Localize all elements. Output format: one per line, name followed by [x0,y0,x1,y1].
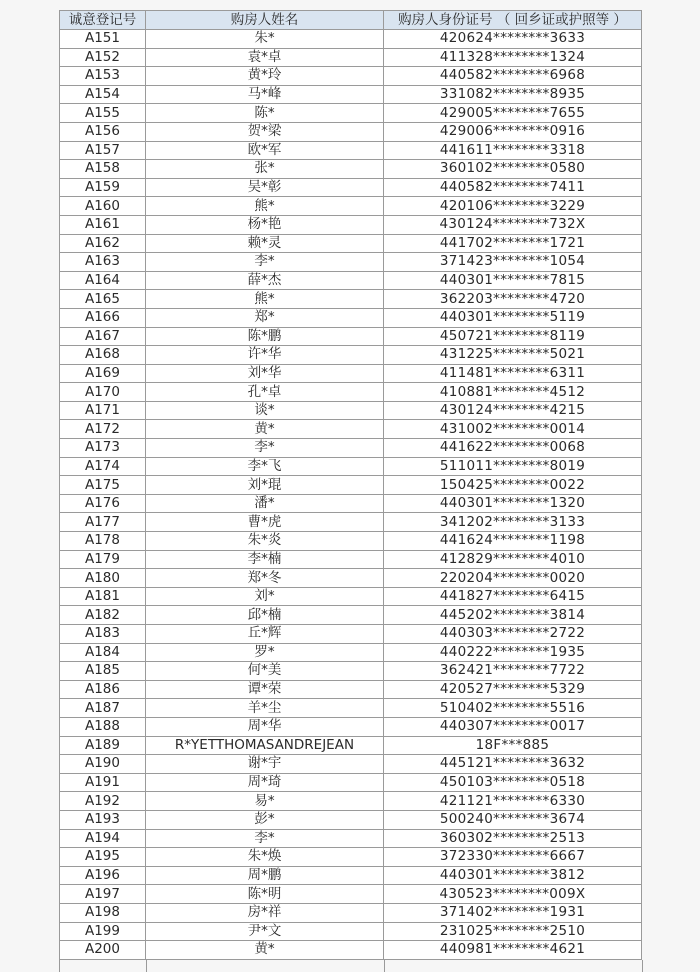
registration-number-cell: A184 [60,643,146,662]
registration-number-cell: A157 [60,141,146,160]
registration-number-cell: A185 [60,662,146,681]
buyer-id-cell: 420106********3229 [384,197,642,216]
registration-number-cell: A159 [60,178,146,197]
table-row [60,439,642,458]
buyer-name-cell: 彭* [146,810,384,829]
buyer-id-cell: 450103********0518 [384,773,642,792]
buyer-id-cell: 430124********732X [384,215,642,234]
registration-number-cell: A181 [60,587,146,606]
buyer-id-cell: 440301********3812 [384,866,642,885]
table-row [60,717,642,736]
buyer-name-cell: 刘* [146,587,384,606]
registration-number-cell: A177 [60,513,146,532]
buyer-id-cell: 445202********3814 [384,606,642,625]
buyer-name-cell: 陈*明 [146,885,384,904]
table-row [60,104,642,123]
buyer-id-cell: 360302********2513 [384,829,642,848]
registration-number-cell: A168 [60,346,146,365]
header-registration-number: 诚意登记号 [60,11,146,30]
registration-number-cell: A179 [60,550,146,569]
table-row [60,903,642,922]
buyer-name-cell: 羊*尘 [146,699,384,718]
buyer-id-cell: 411481********6311 [384,364,642,383]
registration-table [59,10,642,960]
buyer-id-cell: 441622********0068 [384,439,642,458]
table-row [60,346,642,365]
registration-number-cell: A167 [60,327,146,346]
table-row [60,643,642,662]
buyer-name-cell: 黄* [146,420,384,439]
table-row [60,829,642,848]
buyer-id-cell: 511011********8019 [384,457,642,476]
registration-number-cell: A151 [60,30,146,49]
table-row [60,699,642,718]
buyer-name-cell: 周*琦 [146,773,384,792]
registration-number-cell: A170 [60,383,146,402]
buyer-id-cell: 440222********1935 [384,643,642,662]
table-row [60,401,642,420]
buyer-id-cell: 220204********0020 [384,569,642,588]
table-row [60,810,642,829]
buyer-name-cell: 陈* [146,104,384,123]
buyer-name-cell: 谭*荣 [146,680,384,699]
buyer-name-cell: 刘*琨 [146,476,384,495]
table-row [60,420,642,439]
column-divider [384,960,385,972]
table-row [60,922,642,941]
table-continuation [59,960,643,972]
buyer-id-cell: 440307********0017 [384,717,642,736]
registration-number-cell: A173 [60,439,146,458]
registration-number-cell: A192 [60,792,146,811]
buyer-name-cell: 李*楠 [146,550,384,569]
table-row [60,327,642,346]
registration-number-cell: A174 [60,457,146,476]
buyer-id-cell: 362203********4720 [384,290,642,309]
table-row [60,122,642,141]
buyer-name-cell: 丘*辉 [146,625,384,644]
table-row [60,290,642,309]
buyer-id-cell: 440582********6968 [384,67,642,86]
registration-number-cell: A196 [60,866,146,885]
table-row [60,271,642,290]
table-row [60,625,642,644]
registration-number-cell: A178 [60,532,146,551]
registration-number-cell: A160 [60,197,146,216]
buyer-name-cell: 薛*杰 [146,271,384,290]
buyer-name-cell: 何*美 [146,662,384,681]
registration-number-cell: A161 [60,215,146,234]
buyer-id-cell: 440981********4621 [384,941,642,960]
buyer-name-cell: 李* [146,829,384,848]
table-body [60,30,642,960]
buyer-name-cell: 罗* [146,643,384,662]
registration-number-cell: A180 [60,569,146,588]
table-row [60,569,642,588]
registration-number-cell: A152 [60,48,146,67]
buyer-name-cell: 郑*冬 [146,569,384,588]
buyer-name-cell: 朱*炎 [146,532,384,551]
registration-number-cell: A189 [60,736,146,755]
buyer-id-cell: 420624********3633 [384,30,642,49]
buyer-id-cell: 420527********5329 [384,680,642,699]
registration-number-cell: A162 [60,234,146,253]
buyer-name-cell: R*YETTHOMASANDREJEAN [146,736,384,755]
buyer-name-cell: 熊* [146,197,384,216]
registration-number-cell: A187 [60,699,146,718]
buyer-id-cell: 18F***885 [384,736,642,755]
buyer-id-cell: 430124********4215 [384,401,642,420]
table-row [60,215,642,234]
buyer-name-cell: 刘*华 [146,364,384,383]
buyer-name-cell: 贺*梁 [146,122,384,141]
table-row [60,587,642,606]
registration-number-cell: A154 [60,85,146,104]
registration-number-cell: A175 [60,476,146,495]
buyer-id-cell: 441827********6415 [384,587,642,606]
table-row [60,476,642,495]
table-row [60,48,642,67]
table-row [60,30,642,49]
table-row [60,885,642,904]
table-row [60,141,642,160]
buyer-name-cell: 谈* [146,401,384,420]
buyer-name-cell: 易* [146,792,384,811]
table-row [60,606,642,625]
table-row [60,178,642,197]
registration-number-cell: A165 [60,290,146,309]
registration-number-cell: A186 [60,680,146,699]
buyer-name-cell: 马*峰 [146,85,384,104]
buyer-id-cell: 371423********1054 [384,253,642,272]
table-row [60,532,642,551]
header-buyer-name: 购房人姓名 [146,11,384,30]
table-row [60,364,642,383]
buyer-id-cell: 421121********6330 [384,792,642,811]
buyer-name-cell: 袁*卓 [146,48,384,67]
buyer-id-cell: 360102********0580 [384,160,642,179]
table-row [60,160,642,179]
registration-number-cell: A163 [60,253,146,272]
registration-number-cell: A190 [60,755,146,774]
table-row [60,67,642,86]
buyer-name-cell: 潘* [146,494,384,513]
buyer-name-cell: 欧*军 [146,141,384,160]
buyer-name-cell: 李*飞 [146,457,384,476]
buyer-name-cell: 赖*灵 [146,234,384,253]
registration-number-cell: A199 [60,922,146,941]
buyer-name-cell: 黄* [146,941,384,960]
buyer-name-cell: 黄*玲 [146,67,384,86]
table-row [60,736,642,755]
buyer-id-cell: 411328********1324 [384,48,642,67]
table-row [60,457,642,476]
buyer-name-cell: 曹*虎 [146,513,384,532]
registration-number-cell: A164 [60,271,146,290]
buyer-name-cell: 邱*楠 [146,606,384,625]
table-row [60,308,642,327]
buyer-id-cell: 441611********3318 [384,141,642,160]
registration-number-cell: A155 [60,104,146,123]
table-row [60,197,642,216]
registration-number-cell: A153 [60,67,146,86]
buyer-name-cell: 李* [146,439,384,458]
table-row [60,848,642,867]
buyer-name-cell: 谢*宇 [146,755,384,774]
registration-number-cell: A171 [60,401,146,420]
header-buyer-id-number: 购房人身份证号 （ 回乡证或护照等 ） [384,11,642,30]
buyer-id-cell: 445121********3632 [384,755,642,774]
buyer-id-cell: 341202********3133 [384,513,642,532]
registration-number-cell: A169 [60,364,146,383]
registration-number-cell: A198 [60,903,146,922]
registration-number-cell: A176 [60,494,146,513]
table-row [60,383,642,402]
registration-number-cell: A200 [60,941,146,960]
table-row [60,773,642,792]
buyer-name-cell: 房*祥 [146,903,384,922]
buyer-id-cell: 440301********1320 [384,494,642,513]
buyer-name-cell: 孔*卓 [146,383,384,402]
table-row [60,234,642,253]
buyer-name-cell: 郑* [146,308,384,327]
buyer-id-cell: 231025********2510 [384,922,642,941]
registration-number-cell: A172 [60,420,146,439]
buyer-id-cell: 372330********6667 [384,848,642,867]
buyer-name-cell: 熊* [146,290,384,309]
registration-number-cell: A182 [60,606,146,625]
registration-number-cell: A191 [60,773,146,792]
buyer-name-cell: 周*华 [146,717,384,736]
buyer-name-cell: 张* [146,160,384,179]
buyer-id-cell: 441702********1721 [384,234,642,253]
table-row [60,494,642,513]
buyer-id-cell: 429005********7655 [384,104,642,123]
buyer-id-cell: 440301********7815 [384,271,642,290]
buyer-id-cell: 150425********0022 [384,476,642,495]
buyer-name-cell: 吴*彰 [146,178,384,197]
table-header-row [60,11,642,30]
registration-number-cell: A195 [60,848,146,867]
buyer-id-cell: 410881********4512 [384,383,642,402]
table-row [60,253,642,272]
table-row [60,513,642,532]
buyer-id-cell: 441624********1198 [384,532,642,551]
buyer-id-cell: 510402********5516 [384,699,642,718]
registration-number-cell: A158 [60,160,146,179]
buyer-name-cell: 杨*艳 [146,215,384,234]
table-row [60,866,642,885]
buyer-id-cell: 431002********0014 [384,420,642,439]
table-row [60,792,642,811]
buyer-name-cell: 朱*焕 [146,848,384,867]
buyer-id-cell: 362421********7722 [384,662,642,681]
table-row [60,662,642,681]
buyer-id-cell: 440301********5119 [384,308,642,327]
registration-number-cell: A194 [60,829,146,848]
table-row [60,85,642,104]
registration-number-cell: A197 [60,885,146,904]
buyer-name-cell: 陈*鹏 [146,327,384,346]
buyer-name-cell: 朱* [146,30,384,49]
buyer-id-cell: 331082********8935 [384,85,642,104]
registration-number-cell: A166 [60,308,146,327]
table-row [60,941,642,960]
buyer-id-cell: 371402********1931 [384,903,642,922]
buyer-id-cell: 412829********4010 [384,550,642,569]
table-row [60,755,642,774]
buyer-id-cell: 431225********5021 [384,346,642,365]
buyer-name-cell: 李* [146,253,384,272]
buyer-id-cell: 500240********3674 [384,810,642,829]
buyer-name-cell: 尹*文 [146,922,384,941]
registration-number-cell: A188 [60,717,146,736]
buyer-id-cell: 440582********7411 [384,178,642,197]
buyer-name-cell: 许*华 [146,346,384,365]
column-divider [146,960,147,972]
buyer-id-cell: 429006********0916 [384,122,642,141]
buyer-id-cell: 430523********009X [384,885,642,904]
buyer-id-cell: 450721********8119 [384,327,642,346]
registration-number-cell: A156 [60,122,146,141]
registration-number-cell: A183 [60,625,146,644]
buyer-name-cell: 周*鹏 [146,866,384,885]
registration-number-cell: A193 [60,810,146,829]
buyer-id-cell: 440303********2722 [384,625,642,644]
table-row [60,550,642,569]
table-row [60,680,642,699]
